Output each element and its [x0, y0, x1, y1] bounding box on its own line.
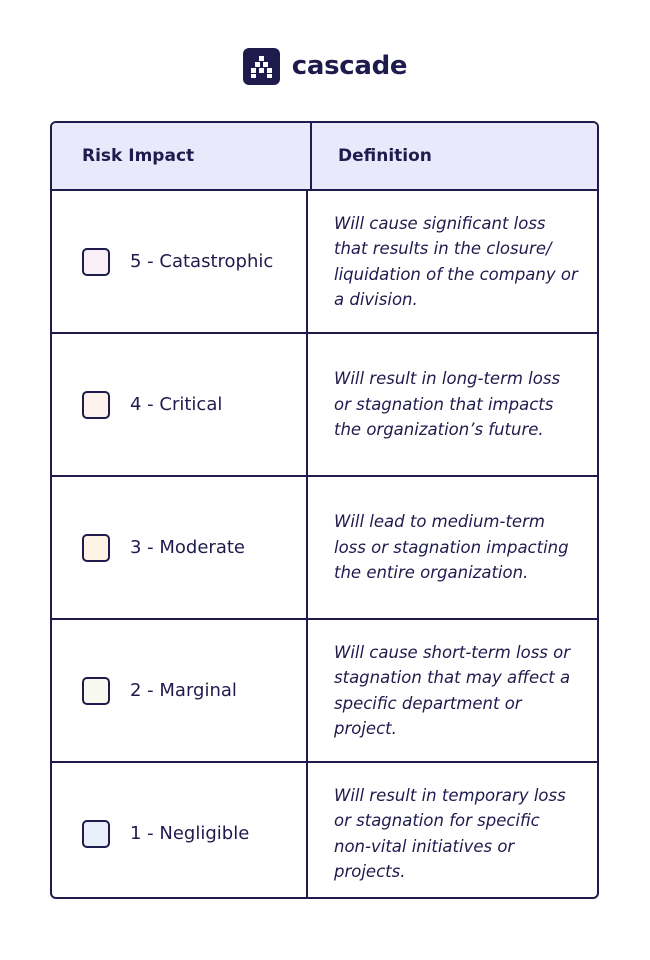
risk-level-cell	[52, 763, 308, 899]
definition-cell	[308, 477, 597, 618]
definition-text: Will result in long-term loss or stagnation that impacts the organization’s future.	[334, 369, 561, 440]
risk-level-label: 4 - Critical	[130, 394, 223, 415]
header-cell-risk-impact	[52, 123, 312, 189]
cascade-logo-icon	[243, 48, 280, 85]
definition-cell	[308, 334, 597, 475]
risk-level-cell	[52, 191, 308, 332]
color-swatch	[82, 820, 110, 848]
definition-cell	[308, 191, 597, 332]
risk-level-label: 3 - Moderate	[130, 537, 245, 558]
definition-text: Will cause short-term loss or stagnation that may affect a specific department or project.	[334, 642, 571, 738]
risk-level-label: 2 - Marginal	[130, 680, 237, 701]
brand-header	[0, 47, 650, 85]
risk-level-cell	[52, 477, 308, 618]
color-swatch	[82, 248, 110, 276]
table-row	[52, 761, 597, 899]
risk-level-cell	[52, 620, 308, 761]
table-row	[52, 332, 597, 475]
brand-name: cascade	[291, 51, 408, 81]
risk-impact-table	[50, 121, 599, 899]
color-swatch	[82, 677, 110, 705]
header-cell-definition	[312, 123, 597, 189]
color-swatch	[82, 534, 110, 562]
table-row	[52, 189, 597, 332]
definition-text: Will result in temporary loss or stagnation for specific non-vital initiatives or projects.	[334, 785, 566, 881]
definition-cell	[308, 763, 597, 899]
header-definition: Definition	[338, 146, 432, 166]
risk-level-label: 5 - Catastrophic	[130, 251, 274, 272]
risk-level-label: 1 - Negligible	[130, 823, 250, 844]
table-header-row	[52, 123, 597, 189]
table-row	[52, 618, 597, 761]
risk-level-cell	[52, 334, 308, 475]
definition-text: Will lead to medium-term loss or stagnation impacting the entire organization.	[334, 512, 569, 583]
color-swatch	[82, 391, 110, 419]
definition-text: Will cause significant loss that results in the closure/ liquidation of the company or a division.	[334, 213, 578, 309]
definition-cell	[308, 620, 597, 761]
header-risk-impact: Risk Impact	[82, 146, 195, 166]
table-row	[52, 475, 597, 618]
